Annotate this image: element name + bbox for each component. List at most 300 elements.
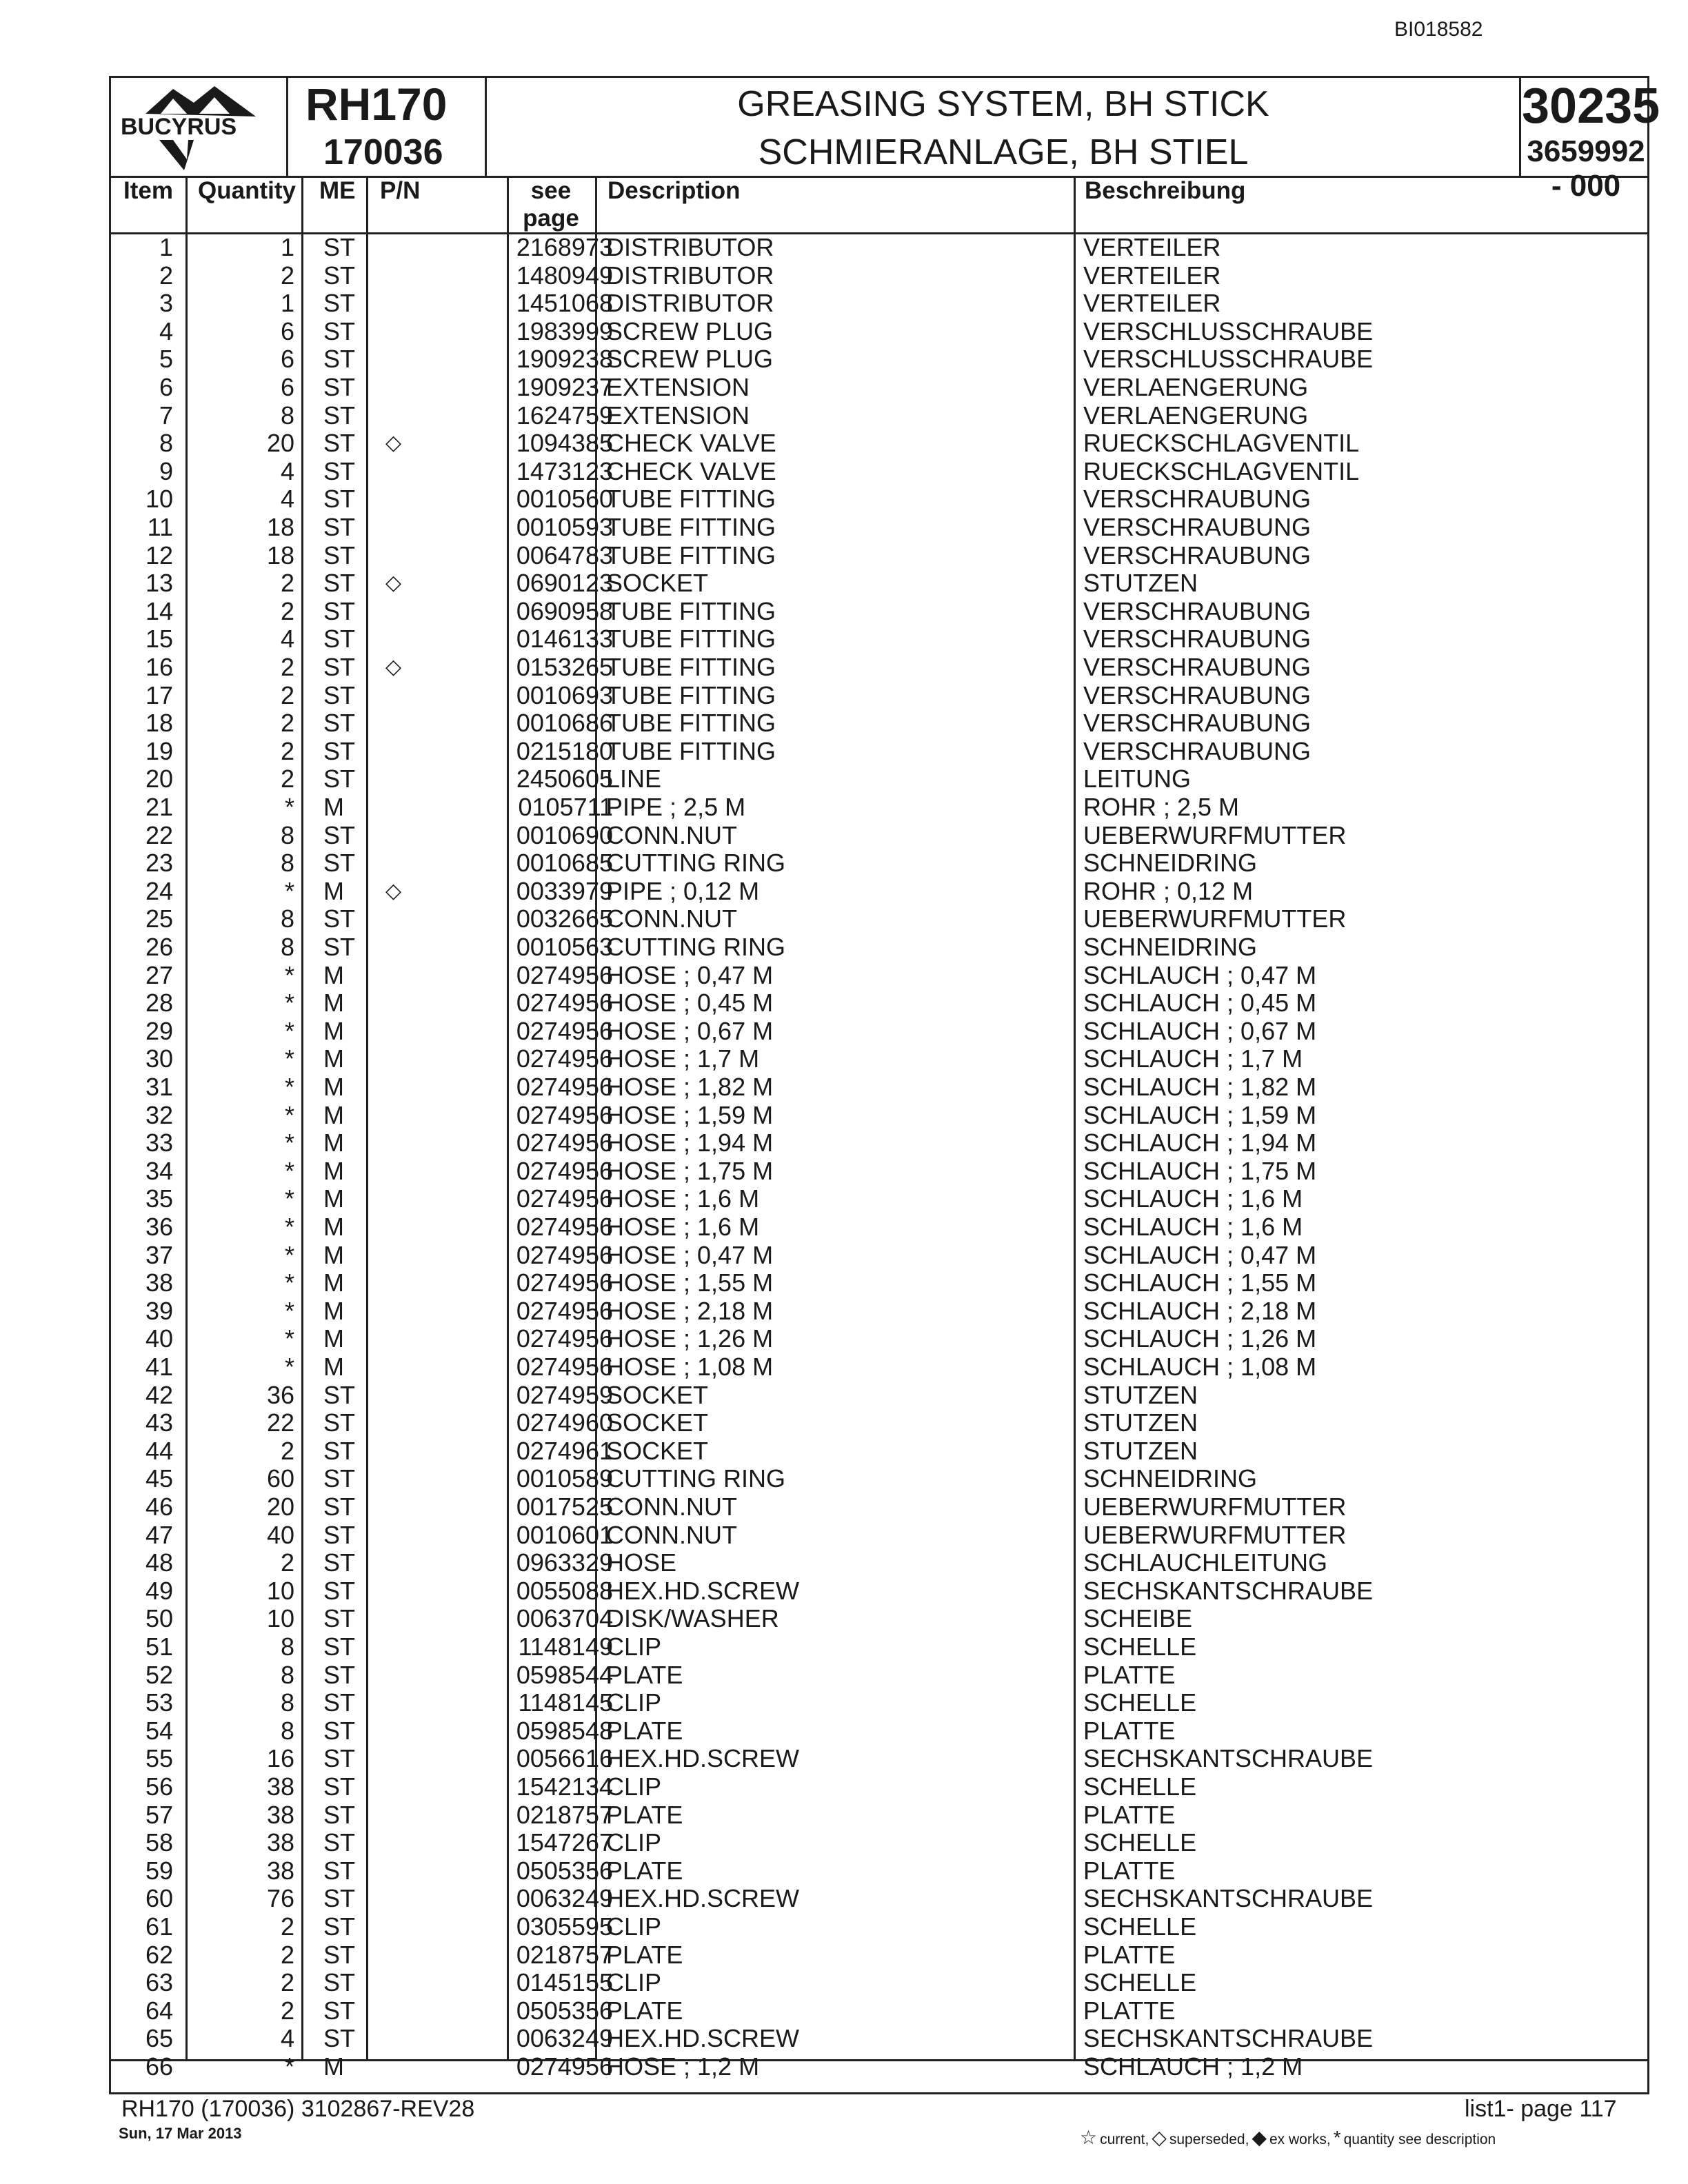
cell-part-number: 0145155 (516, 1968, 613, 1997)
cell-beschreibung: RUECKSCHLAGVENTIL (1083, 456, 1360, 485)
cell-description: PIPE ; 2,5 M (606, 793, 746, 821)
cell-description: PLATE (606, 1716, 683, 1745)
cell-item: 62 (145, 1940, 173, 1969)
cell-me: M (323, 1353, 344, 1381)
cell-item: 44 (145, 1436, 173, 1465)
cell-item: 14 (145, 596, 173, 625)
cell-description: TUBE FITTING (606, 653, 776, 681)
cell-me: ST (323, 345, 356, 374)
cell-quantity: 8 (280, 1716, 294, 1745)
cell-me: ST (323, 316, 356, 345)
cell-part-number: 0274960 (516, 1408, 613, 1437)
cell-quantity: 6 (280, 316, 294, 345)
cell-me: ST (323, 736, 356, 765)
table-row (111, 374, 1647, 402)
table-row (111, 654, 1647, 682)
cell-part-number: 0963329 (516, 1548, 613, 1577)
cell-quantity: 38 (266, 1800, 294, 1829)
cell-me: M (323, 1129, 344, 1157)
cell-beschreibung: SCHEIBE (1083, 1604, 1193, 1633)
cell-me: ST (323, 1912, 356, 1941)
cell-part-number: 0274956 (516, 1213, 613, 1241)
cell-description: HOSE ; 1,2 M (606, 2052, 760, 2081)
table-row (111, 1829, 1647, 1857)
cell-supersede-mark: ◇ (385, 432, 402, 455)
cell-item: 51 (145, 1632, 173, 1661)
cell-part-number: 0010560 (516, 485, 613, 514)
cell-description: SOCKET (606, 569, 709, 598)
cell-beschreibung: SCHELLE (1083, 1912, 1197, 1941)
cell-part-number: 1909238 (516, 345, 613, 374)
table-row (111, 1465, 1647, 1493)
cell-part-number: 0274956 (516, 1296, 613, 1325)
cell-me: ST (323, 513, 356, 541)
legend-symbol: * (1333, 2127, 1341, 2148)
cell-quantity: * (284, 1073, 294, 1101)
table-row (111, 1353, 1647, 1382)
cell-part-number: 0056616 (516, 1744, 613, 1773)
cell-item: 11 (147, 513, 173, 541)
cell-quantity: * (284, 1213, 294, 1241)
cell-quantity: 1 (280, 289, 294, 318)
cell-beschreibung: UEBERWURFMUTTER (1083, 1520, 1347, 1549)
cell-quantity: 4 (280, 625, 294, 654)
cell-quantity: 10 (266, 1576, 294, 1605)
cell-item: 63 (145, 1968, 173, 1997)
cell-me: ST (323, 1884, 356, 1913)
cell-quantity: 4 (280, 2024, 294, 2053)
cell-me: M (323, 1156, 344, 1185)
cell-description: HOSE ; 0,47 M (606, 1240, 774, 1269)
cell-description: HEX.HD.SCREW (606, 1884, 800, 1913)
cell-item: 52 (145, 1660, 173, 1689)
col-header-quantity: Quantity (198, 177, 296, 204)
cell-beschreibung: SCHLAUCH ; 1,59 M (1083, 1100, 1317, 1129)
cell-beschreibung: SCHLAUCH ; 0,47 M (1083, 1240, 1317, 1269)
cell-description: TUBE FITTING (606, 540, 776, 569)
table-row (111, 485, 1647, 514)
cell-me: M (323, 1044, 344, 1073)
table-row (111, 402, 1647, 430)
model-number: RH170 (305, 79, 448, 130)
table-row (111, 1549, 1647, 1577)
cell-part-number: 0010685 (516, 849, 613, 878)
cell-beschreibung: SCHELLE (1083, 1632, 1197, 1661)
cell-description: HOSE ; 1,75 M (606, 1156, 774, 1185)
cell-beschreibung: PLATTE (1083, 1800, 1176, 1829)
cell-me: ST (323, 1548, 356, 1577)
cell-beschreibung: RUECKSCHLAGVENTIL (1083, 429, 1360, 458)
cell-beschreibung: VERSCHRAUBUNG (1083, 625, 1312, 654)
table-row (111, 1661, 1647, 1690)
cell-item: 59 (145, 1856, 173, 1885)
cell-me: ST (323, 1408, 356, 1437)
table-row (111, 1521, 1647, 1550)
cell-description: SOCKET (606, 1380, 709, 1409)
cell-me: M (323, 1100, 344, 1129)
cell-quantity: 8 (280, 1688, 294, 1717)
table-row (111, 1185, 1647, 1213)
cell-quantity: 2 (280, 1996, 294, 2025)
revision-label: RH170 (170036) 3102867-REV28 (121, 2096, 475, 2122)
cell-beschreibung: VERSCHRAUBUNG (1083, 596, 1312, 625)
serial-number: 170036 (323, 132, 443, 172)
cell-description: CLIP (606, 1912, 662, 1941)
cell-description: HOSE ; 2,18 M (606, 1296, 774, 1325)
cell-item: 17 (145, 680, 173, 709)
cell-part-number: 0274956 (516, 1240, 613, 1269)
cell-description: EXTENSION (606, 401, 750, 429)
cell-part-number: 0218757 (516, 1940, 613, 1969)
cell-description: SOCKET (606, 1408, 709, 1437)
cell-me: ST (323, 1604, 356, 1633)
legend-text: ex works, (1269, 2132, 1331, 2147)
cell-me: ST (323, 1632, 356, 1661)
cell-beschreibung: VERTEILER (1083, 289, 1221, 318)
table-row (111, 1242, 1647, 1270)
cell-beschreibung: VERSCHRAUBUNG (1083, 653, 1312, 681)
cell-beschreibung: LEITUNG (1083, 765, 1192, 793)
cell-quantity: * (284, 1184, 294, 1213)
cell-beschreibung: STUTZEN (1083, 569, 1198, 598)
cell-description: TUBE FITTING (606, 709, 776, 738)
cell-part-number: 1480949 (516, 261, 613, 290)
cell-description: HOSE ; 0,67 M (606, 1016, 774, 1045)
cell-item: 39 (145, 1296, 173, 1325)
cell-part-number: 0305595 (516, 1912, 613, 1941)
cell-me: ST (323, 2024, 356, 2053)
cell-quantity: 22 (266, 1408, 294, 1437)
cell-item: 4 (159, 316, 173, 345)
cell-beschreibung: UEBERWURFMUTTER (1083, 904, 1347, 933)
cell-part-number: 0032665 (516, 904, 613, 933)
cell-part-number: 1451068 (516, 289, 613, 318)
cell-item: 29 (145, 1016, 173, 1045)
cell-description: CLIP (606, 1632, 662, 1661)
cell-me: ST (323, 373, 356, 401)
table-row (111, 1269, 1647, 1297)
cell-me: M (323, 1016, 344, 1045)
cell-item: 22 (145, 820, 173, 849)
cell-quantity: 2 (280, 680, 294, 709)
table-row (111, 849, 1647, 878)
cell-item: 9 (159, 456, 173, 485)
cell-beschreibung: VERSCHRAUBUNG (1083, 736, 1312, 765)
cell-item: 16 (145, 653, 173, 681)
table-row (111, 709, 1647, 738)
cell-me: ST (323, 1660, 356, 1689)
cell-item: 13 (145, 569, 173, 598)
cell-quantity: 8 (280, 1632, 294, 1661)
cell-me: ST (323, 289, 356, 318)
cell-quantity: 2 (280, 596, 294, 625)
cell-item: 57 (145, 1800, 173, 1829)
cell-part-number: 0274956 (516, 1044, 613, 1073)
cell-me: M (323, 793, 344, 821)
table-row (111, 738, 1647, 766)
cell-description: HOSE ; 1,6 M (606, 1184, 760, 1213)
cell-beschreibung: SCHLAUCH ; 2,18 M (1083, 1296, 1317, 1325)
table-row (111, 1913, 1647, 1941)
cell-me: ST (323, 1800, 356, 1829)
cell-part-number: 0690123 (516, 569, 613, 598)
cell-item: 2 (159, 261, 173, 290)
cell-description: CLIP (606, 1968, 662, 1997)
cell-description: TUBE FITTING (606, 513, 776, 541)
cell-me: ST (323, 1688, 356, 1717)
table-row (111, 429, 1647, 458)
cell-part-number: 0274956 (516, 960, 613, 989)
cell-description: TUBE FITTING (606, 736, 776, 765)
cell-beschreibung: SCHLAUCH ; 1,6 M (1083, 1213, 1303, 1241)
cell-description: SCREW PLUG (606, 316, 774, 345)
cell-description: CLIP (606, 1688, 662, 1717)
cell-me: ST (323, 429, 356, 458)
cell-beschreibung: VERSCHRAUBUNG (1083, 513, 1312, 541)
cell-me: ST (323, 653, 356, 681)
cell-item: 58 (145, 1828, 173, 1857)
cell-item: 38 (145, 1268, 173, 1297)
cell-part-number: 0017525 (516, 1493, 613, 1521)
table-row (111, 1325, 1647, 1353)
cell-description: TUBE FITTING (606, 596, 776, 625)
cell-beschreibung: VERLAENGERUNG (1083, 401, 1309, 429)
cell-quantity: 4 (280, 456, 294, 485)
table-row (111, 1102, 1647, 1130)
cell-description: HOSE ; 1,55 M (606, 1268, 774, 1297)
cell-me: ST (323, 596, 356, 625)
cell-quantity: 2 (280, 1548, 294, 1577)
cell-quantity: * (284, 1240, 294, 1269)
table-row (111, 1801, 1647, 1830)
cell-beschreibung: UEBERWURFMUTTER (1083, 820, 1347, 849)
cell-part-number: 0063249 (516, 2024, 613, 2053)
cell-item: 3 (159, 289, 173, 318)
cell-item: 34 (145, 1156, 173, 1185)
cell-quantity: 2 (280, 1912, 294, 1941)
cell-description: HEX.HD.SCREW (606, 1744, 800, 1773)
cell-item: 25 (145, 904, 173, 933)
cell-description: SCREW PLUG (606, 345, 774, 374)
cell-item: 64 (145, 1996, 173, 2025)
col-header-description: Description (607, 177, 741, 204)
cell-me: ST (323, 1716, 356, 1745)
cell-description: HOSE ; 1,59 M (606, 1100, 774, 1129)
legend-symbol: ☆ (1080, 2127, 1098, 2148)
cell-part-number: 1547267 (516, 1828, 613, 1857)
cell-description: EXTENSION (606, 373, 750, 401)
cell-part-number: 0033979 (516, 876, 613, 905)
table-row (111, 1857, 1647, 1885)
cell-beschreibung: SCHLAUCH ; 1,7 M (1083, 1044, 1303, 1073)
cell-me: ST (323, 1940, 356, 1969)
cell-quantity: * (284, 1156, 294, 1185)
col-header-beschreibung: Beschreibung (1085, 177, 1246, 204)
cell-item: 36 (145, 1213, 173, 1241)
cell-item: 43 (145, 1408, 173, 1437)
cell-me: ST (323, 261, 356, 290)
cell-beschreibung: SCHLAUCH ; 1,55 M (1083, 1268, 1317, 1297)
table-row (111, 1745, 1647, 1773)
cell-part-number: 0063704 (516, 1604, 613, 1633)
cell-quantity: * (284, 1324, 294, 1353)
cell-description: HOSE ; 1,08 M (606, 1353, 774, 1381)
cell-beschreibung: UEBERWURFMUTTER (1083, 1493, 1347, 1521)
table-row (111, 1409, 1647, 1437)
table-row (111, 514, 1647, 542)
cell-beschreibung: SECHSKANTSCHRAUBE (1083, 1576, 1374, 1605)
cell-item: 33 (145, 1129, 173, 1157)
cell-description: HOSE ; 1,94 M (606, 1129, 774, 1157)
cell-beschreibung: SCHLAUCH ; 1,82 M (1083, 1073, 1317, 1101)
cell-item: 12 (145, 540, 173, 569)
cell-quantity: 2 (280, 736, 294, 765)
cell-part-number: 0010593 (516, 513, 613, 541)
cell-part-number: 1542134 (516, 1772, 613, 1801)
cell-description: TUBE FITTING (606, 680, 776, 709)
cell-beschreibung: VERSCHRAUBUNG (1083, 540, 1312, 569)
cell-item: 65 (145, 2024, 173, 2053)
cell-me: ST (323, 765, 356, 793)
cell-beschreibung: ROHR ; 2,5 M (1083, 793, 1240, 821)
cell-quantity: * (284, 1268, 294, 1297)
col-header-me: ME (319, 177, 356, 204)
cell-quantity: * (284, 960, 294, 989)
table-row (111, 1605, 1647, 1633)
cell-part-number: 0690958 (516, 596, 613, 625)
cell-description: PLATE (606, 1996, 683, 2025)
cell-item: 15 (145, 625, 173, 654)
cell-quantity: 1 (280, 233, 294, 261)
cell-quantity: * (284, 1296, 294, 1325)
cell-part-number: 0274956 (516, 989, 613, 1018)
cell-part-number: 0218757 (516, 1800, 613, 1829)
cell-beschreibung: SCHLAUCH ; 1,08 M (1083, 1353, 1317, 1381)
cell-part-number: 0274956 (516, 1268, 613, 1297)
table-row (111, 262, 1647, 290)
cell-description: CHECK VALVE (606, 429, 776, 458)
cell-part-number: 0274961 (516, 1436, 613, 1465)
cell-part-number: 0010563 (516, 933, 613, 961)
cell-part-number: 1909237 (516, 373, 613, 401)
cell-quantity: 8 (280, 401, 294, 429)
table-row (111, 1213, 1647, 1242)
table-row (111, 345, 1647, 374)
cell-part-number: 0153265 (516, 653, 613, 681)
table-row (111, 1633, 1647, 1661)
cell-quantity: * (284, 2052, 294, 2081)
table-row (111, 1773, 1647, 1801)
cell-part-number: 0010690 (516, 820, 613, 849)
cell-quantity: 2 (280, 1940, 294, 1969)
legend-text: current, (1100, 2132, 1149, 2147)
cell-item: 24 (145, 876, 173, 905)
cell-quantity: 76 (266, 1884, 294, 1913)
cell-beschreibung: SCHLAUCHLEITUNG (1083, 1548, 1328, 1577)
table-row (111, 1382, 1647, 1410)
cell-part-number: 0274956 (516, 1016, 613, 1045)
cell-item: 21 (145, 793, 173, 821)
title-english: GREASING SYSTEM, BH STICK (737, 84, 1269, 124)
table-row (111, 933, 1647, 962)
cell-part-number: 0274956 (516, 1100, 613, 1129)
legend-symbol: ◆ (1252, 2127, 1267, 2148)
cell-item: 60 (145, 1884, 173, 1913)
cell-beschreibung: SCHELLE (1083, 1688, 1197, 1717)
cell-me: M (323, 1296, 344, 1325)
cell-me: M (323, 876, 344, 905)
table-row (111, 822, 1647, 850)
cell-beschreibung: SCHLAUCH ; 1,94 M (1083, 1129, 1317, 1157)
table-row (111, 682, 1647, 710)
cell-part-number: 2168973 (516, 233, 613, 261)
cell-beschreibung: VERTEILER (1083, 233, 1221, 261)
legend-symbol: ◇ (1152, 2127, 1167, 2148)
cell-me: ST (323, 625, 356, 654)
cell-beschreibung: SECHSKANTSCHRAUBE (1083, 1744, 1374, 1773)
cell-quantity: 2 (280, 765, 294, 793)
cell-beschreibung: SCHNEIDRING (1083, 933, 1258, 961)
cell-description: HOSE ; 1,7 M (606, 1044, 760, 1073)
cell-item: 1 (159, 233, 173, 261)
cell-quantity: 8 (280, 933, 294, 961)
table-row (111, 1297, 1647, 1326)
table-row (111, 1045, 1647, 1073)
cell-me: ST (323, 1856, 356, 1885)
cell-part-number: 0274956 (516, 1129, 613, 1157)
cell-item: 40 (145, 1324, 173, 1353)
document-id: BI018582 (1394, 18, 1483, 41)
cell-me: ST (323, 1772, 356, 1801)
cell-part-number: 0505356 (516, 1856, 613, 1885)
cell-quantity: * (284, 1016, 294, 1045)
cell-part-number: 1983999 (516, 316, 613, 345)
cell-me: ST (323, 904, 356, 933)
cell-me: ST (323, 1828, 356, 1857)
cell-description: HEX.HD.SCREW (606, 2024, 800, 2053)
cell-beschreibung: VERTEILER (1083, 261, 1221, 290)
cell-quantity: 40 (266, 1520, 294, 1549)
cell-part-number: 0063249 (516, 1884, 613, 1913)
cell-quantity: * (284, 876, 294, 905)
cell-item: 30 (145, 1044, 173, 1073)
cell-part-number: 0010589 (516, 1464, 613, 1493)
cell-part-number: 0146133 (516, 625, 613, 654)
cell-quantity: 2 (280, 709, 294, 738)
cell-description: CLIP (606, 1828, 662, 1857)
cell-item: 10 (145, 485, 173, 514)
cell-description: HOSE ; 0,47 M (606, 960, 774, 989)
cell-beschreibung: VERSCHLUSSCHRAUBE (1083, 345, 1374, 374)
cell-description: HOSE ; 0,45 M (606, 989, 774, 1018)
cell-beschreibung: PLATTE (1083, 1996, 1176, 2025)
cell-item: 6 (159, 373, 173, 401)
cell-me: ST (323, 1744, 356, 1773)
table-row (111, 1018, 1647, 1046)
table-row (111, 765, 1647, 793)
cell-part-number: 0274956 (516, 1156, 613, 1185)
cell-description: TUBE FITTING (606, 625, 776, 654)
table-row (111, 318, 1647, 346)
cell-part-number: 0274956 (516, 1324, 613, 1353)
cell-me: ST (323, 680, 356, 709)
parts-list-frame (109, 76, 1660, 2094)
cell-quantity: 20 (266, 429, 294, 458)
cell-part-number: 0010686 (516, 709, 613, 738)
cell-beschreibung: VERSCHRAUBUNG (1083, 680, 1312, 709)
cell-me: ST (323, 540, 356, 569)
cell-item: 47 (145, 1520, 173, 1549)
